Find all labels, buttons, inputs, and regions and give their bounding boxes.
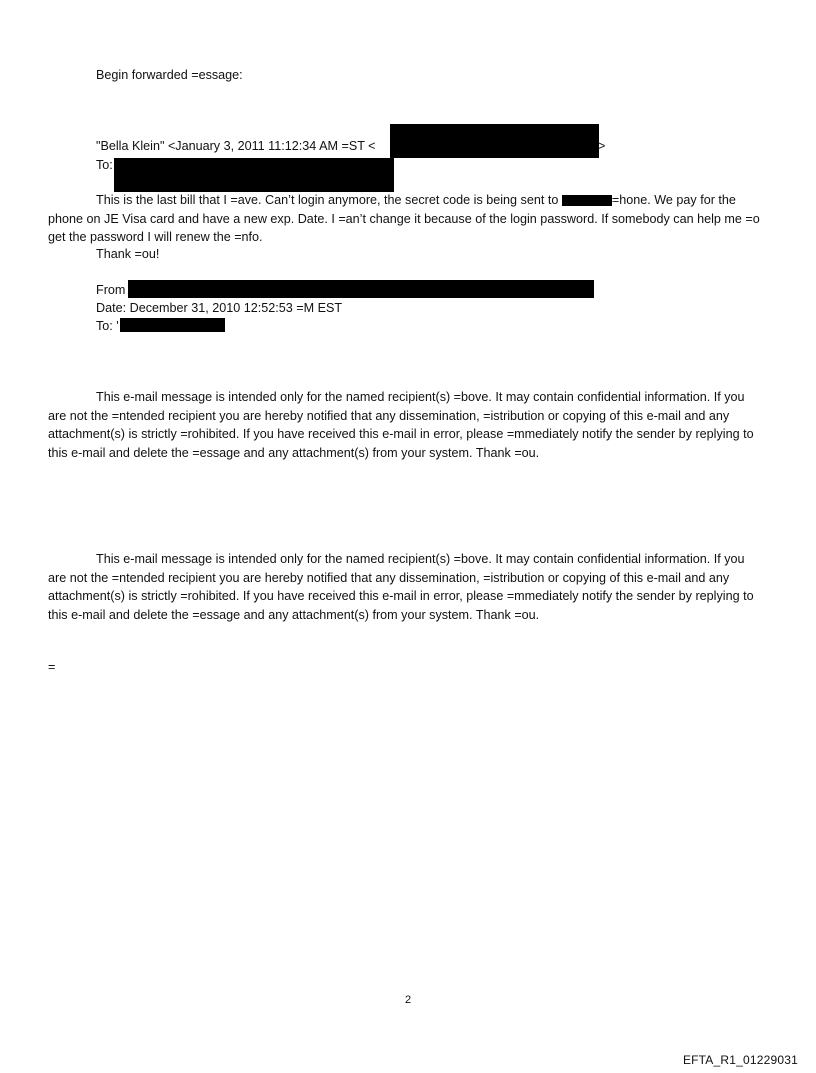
message1-from-line bbox=[96, 137, 376, 155]
disclaimer-paragraph: This e-mail message is intended only for the named recipient(s) =bove. It may contain confidential information. If you are not the =ntended recipient you are hereby notified that any dissemination, =istribution or copying of this e-mail and any attachment(s) is strictly =rohibited. If you have received this e-mail in error, please =mmediately notify the sender by replying to this e-mail and delete the =essage and any attachment(s) from your system. Thank =ou. bbox=[48, 552, 754, 622]
message1-from-suffix: > bbox=[598, 139, 606, 153]
page-number: 2 bbox=[404, 994, 412, 1006]
redaction-inline bbox=[562, 195, 612, 206]
redaction-block bbox=[390, 124, 599, 158]
message1-to-label: To: bbox=[96, 158, 113, 172]
message1-body: This is the last bill that I =ave. Can’t login anymore, the secret code is being sent to =hone. We pay for the phone on JE Visa card and have a new exp. Date. I =an’t change it because of the login password. If somebody can help me =o get the password I will renew the =nfo. bbox=[48, 193, 760, 244]
redaction-block bbox=[114, 158, 394, 192]
message2-to-label: To: ' bbox=[96, 319, 119, 333]
message1-from-prefix: "Bella Klein" <January 3, 2011 11:12:34 AM =ST < bbox=[96, 139, 376, 153]
redaction-block bbox=[120, 318, 225, 332]
message2-from-label: From bbox=[96, 283, 126, 297]
redaction-block bbox=[128, 280, 594, 298]
message2-date: Date: December 31, 2010 12:52:53 =M EST bbox=[96, 301, 343, 315]
trailing-mark: = bbox=[48, 660, 56, 674]
disclaimer-paragraph: This e-mail message is intended only for the named recipient(s) =bove. It may contain confidential information. If you are not the =ntended recipient you are hereby notified that any dissemination, =istribution or copying of this e-mail and any attachment(s) is strictly =rohibited. If you have received this e-mail in error, please =mmediately notify the sender by replying to this e-mail and delete the =essage and any attachment(s) from your system. Thank =ou. bbox=[48, 390, 754, 460]
bates-number: EFTA_R1_01229031 bbox=[682, 1053, 798, 1067]
message1-thanks: Thank =ou! bbox=[96, 247, 160, 261]
forwarded-header: Begin forwarded =essage: bbox=[96, 68, 243, 82]
